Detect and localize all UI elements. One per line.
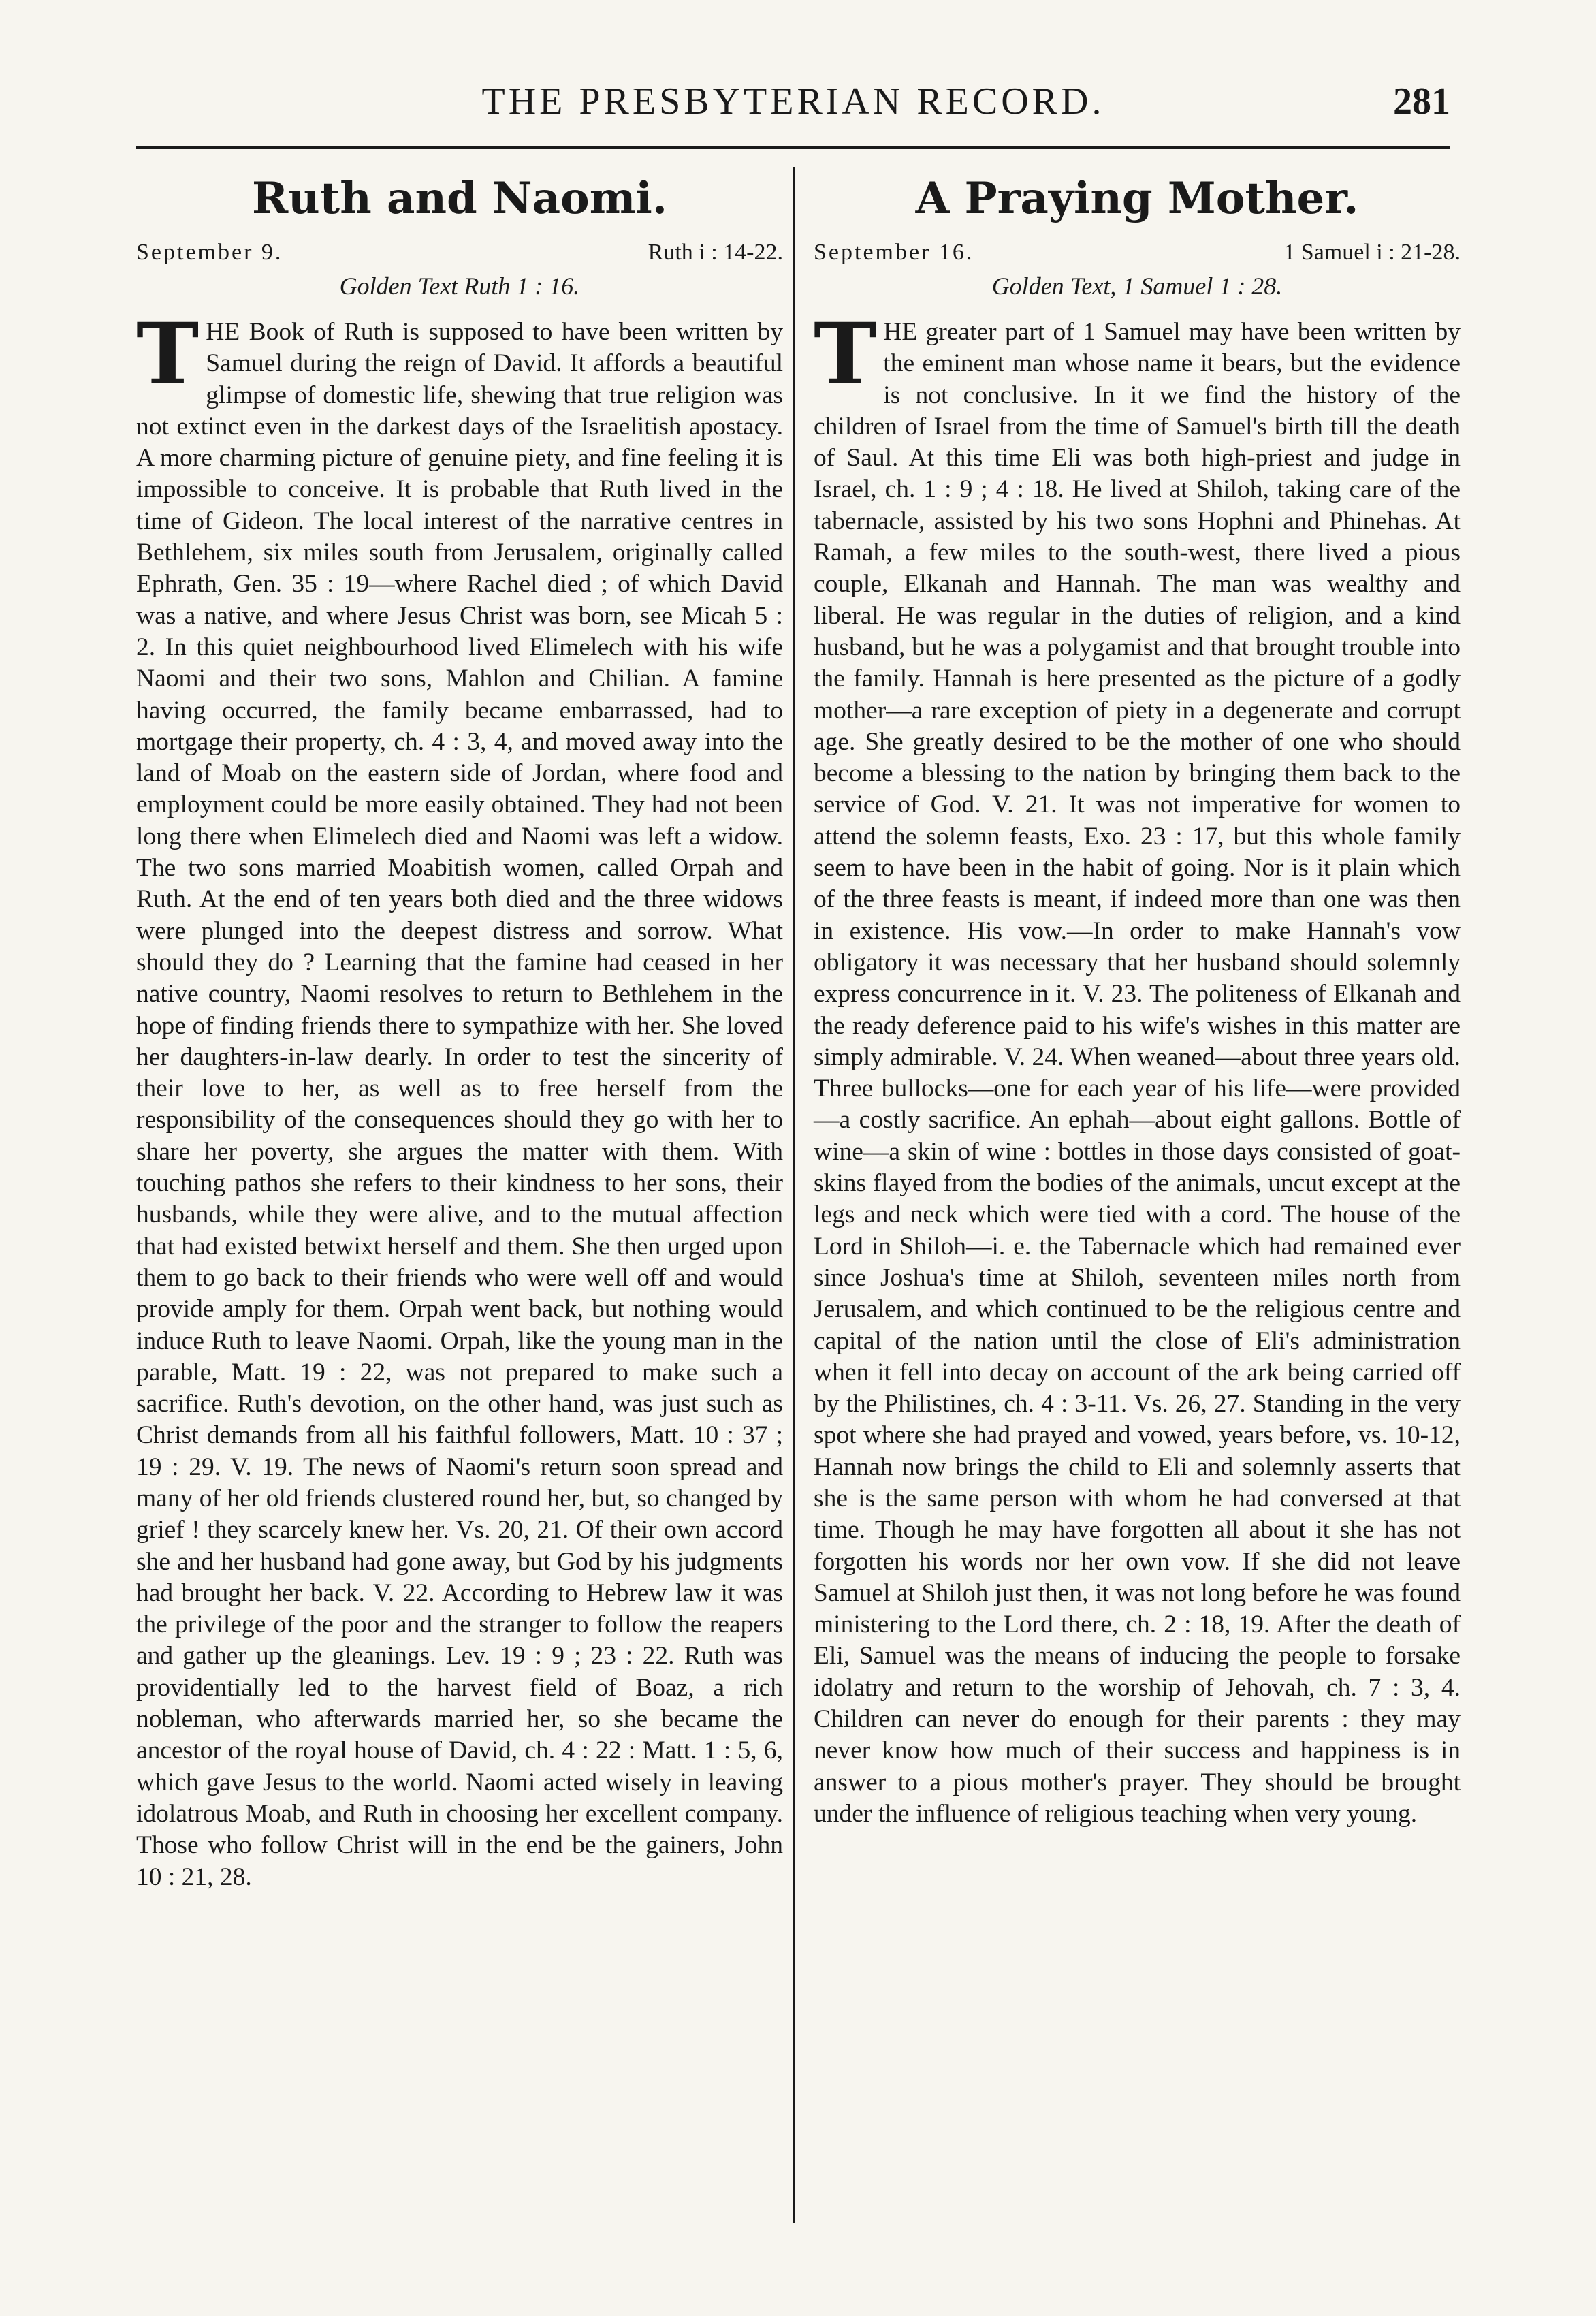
article-body — [814, 305, 1461, 1830]
lesson-meta — [136, 238, 783, 268]
article-heading-ruth: Ruth and Naomi. — [251, 173, 668, 224]
drop-cap: T — [814, 305, 877, 404]
lesson-reference: Ruth i : 14-22. — [648, 240, 783, 265]
lesson-reference: 1 Samuel i : 21-28. — [1283, 240, 1461, 265]
periodical-title: THE PRESBYTERIAN RECORD. — [481, 80, 1105, 123]
drop-cap: T — [136, 305, 200, 404]
lesson-date: September 16. — [814, 240, 974, 265]
golden-text: Golden Text Ruth 1 : 16. — [339, 272, 580, 300]
right-column — [814, 167, 1461, 2244]
lesson-meta — [814, 238, 1461, 268]
left-column — [136, 167, 783, 2244]
article-body-text: HE Book of Ruth is supposed to have been written by Samuel during the reign of David. It affords a beautiful glimpse of domestic life, shewing that true religion was not extinct even in the darkest days of the Israelitish apostacy. A more charming picture of genuine piety, and fine feeling it is impossible to conceive. It is probable that Ruth lived in the time of Gideon. The local interest of the narrative centres in Bethlehem, six miles south from Jerusalem, originally called Ephrath, Gen. 35 : 19—where Rachel died ; of which David was a native, and where Jesus Christ was born, see Micah 5 : 2. In this quiet neighbourhood lived Elimelech with his wife Naomi and their two sons, Mahlon and Chilian. A famine having occurred, the family became embarrassed, had to mortgage their property, ch. 4 : 3, 4, and moved away into the land of Moab on the eastern side of Jordan, where food and employment could be more easily obtained. They had not been long there when Elimelech died and Naomi was left a widow. The two sons married Moabitish women, called Orpah and Ruth. At the end of ten years both died and the three widows were plunged into the deepest distress and sorrow. What should they do ? Learning that the famine had ceased in her native country, Naomi resolves to return to Bethlehem in the hope of finding friends there to sympathize with her. She loved her daughters-in-law dearly. In order to test the sincerity of their love to her, as well as to free herself from the responsibility of the consequences should they go with her to share her poverty, she argues the matter with them. With touching pathos she refers to their kindness to her sons, their husbands, while they were alive, and to the mutual affection that had existed betwixt herself and them. She then urged upon them to go back to their friends who were well off and would provide amply for them. Orpah went back, but nothing would induce Ruth to leave Naomi. Orpah, like the young man in the parable, Matt. 19 : 22, was not prepared to make such a sacrifice. Ruth's devotion, on the other hand, was just such as Christ demands from all his faithful followers, Matt. 10 : 37 ; 19 : 29. V. 19. The news of Naomi's return soon spread and many of her old friends clustered round her, but, so changed by grief ! they scarcely knew her. Vs. 20, 21. Of their own accord she and her husband had gone away, but God by his judgments had brought her back. V. 22. According to Hebrew law it was the privilege of the poor and the stranger to follow the reapers and gather up the gleanings. Lev. 19 : 9 ; 23 : 22. Ruth was providentially led to the harvest field of Boaz, a rich nobleman, who afterwards married her, so she became the ancestor of the royal house of David, ch. 4 : 22 : Matt. 1 : 5, 6, which gave Jesus to the world. Naomi acted wisely in leaving idolatrous Moab, and Ruth in choosing her excellent company. Those who follow Christ will in the end be the gainers, John 10 : 21, 28. — [136, 318, 783, 1891]
page-header — [136, 65, 1450, 146]
article-body — [136, 305, 783, 1893]
page-number: 281 — [1393, 80, 1450, 123]
golden-text: Golden Text, 1 Samuel 1 : 28. — [991, 272, 1283, 300]
article-heading-praying-mother: A Praying Mother. — [915, 173, 1359, 224]
lesson-date: September 9. — [136, 240, 283, 265]
header-rule — [136, 146, 1450, 149]
article-body-text: HE greater part of 1 Samuel may have been written by the eminent man whose name it bears, but the evidence is not conclusive. In it we find the history of the children of Israel from the time of Samuel's birth till the death of Saul. At this time Eli was both high-priest and judge in Israel, ch. 1 : 9 ; 4 : 18. He lived at Shiloh, taking care of the tabernacle, assisted by his two sons Hophni and Phinehas. At Ramah, a few miles to the south-west, there lived a pious couple, Elkanah and Hannah. The man was wealthy and liberal. He was regular in the duties of religion, and a kind husband, but he was a polygamist and that brought trouble into the family. Hannah is here presented as the picture of a godly mother—a rare exception of piety in a degenerate and corrupt age. She greatly desired to be the mother of one who should become a blessing to the nation by bringing them back to the service of God. V. 21. It was not imperative for women to attend the solemn feasts, Exo. 23 : 17, but this whole family seem to have been in the habit of going. Nor is it plain which of the three feasts is meant, if indeed more than one was then in existence. His vow.—In order to make Hannah's vow obligatory it was necessary that her husband should solemnly express concurrence in it. V. 23. The politeness of Elkanah and the ready deference paid to his wife's wishes in this matter are simply admirable. V. 24. When weaned—about three years old. Three bullocks—one for each year of his life—were provided—a costly sacrifice. An ephah—about eight gallons. Bottle of wine—a skin of wine : bottles in those days consisted of goat-skins flayed from the bodies of the animals, uncut except at the legs and neck which were tied with a cord. The house of the Lord in Shiloh—i. e. the Tabernacle which had remained ever since Joshua's time at Shiloh, seventeen miles north from Jerusalem, and which continued to be the religious centre and capital of the nation until the close of Eli's administration when it fell into decay on account of the ark being carried off by the Philistines, ch. 4 : 3-11. Vs. 26, 27. Standing in the very spot where she had prayed and vowed, years before, vs. 10-12, Hannah now brings the child to Eli and solemnly asserts that she is the same person with whom he had conversed at that time. Though he may have forgotten all about it she has not forgotten his words nor her own vow. If she did not leave Samuel at Shiloh just then, it was not long before he was found ministering to the Lord there, ch. 2 : 18, 19. After the death of Eli, Samuel was the means of inducing the people to forsake idolatry and return to the worship of Jehovah, ch. 7 : 3, 4. Children can never do enough for their parents : they may never know how much of their success and happiness is in answer to a pious mother's prayer. They should be brought under the influence of religious teaching when very young. — [814, 318, 1461, 1828]
column-divider — [793, 167, 795, 2223]
